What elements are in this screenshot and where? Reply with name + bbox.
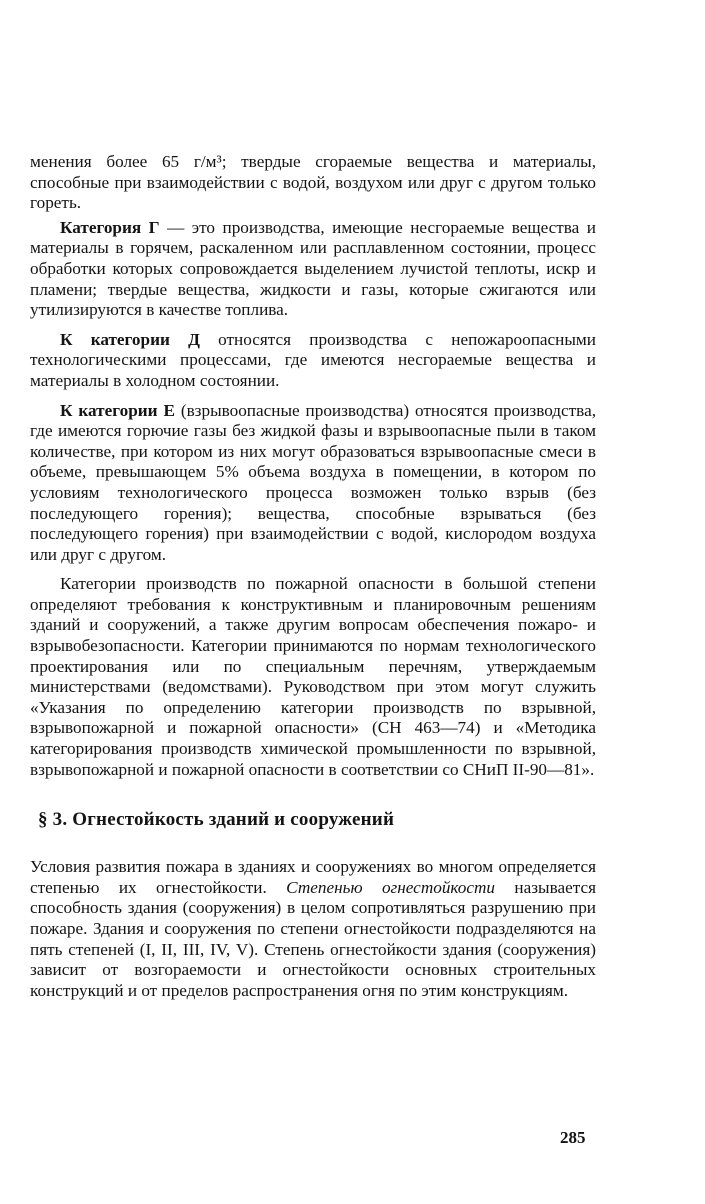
page-number: 285: [560, 1128, 586, 1147]
page-body: [30, 152, 596, 1001]
paragraph-category-g: [30, 218, 596, 321]
category-g-text: — это производства, имеющие несгораемые вещества и материалы в горячем, раскаленном или расплавленном состоянии, процесс обработки которых сопровождается выделением лучистой теплоты, искр и пламени; твердые вещества, жидкости и газы, которые сжигаются или утилизируются в качестве топлива.: [30, 217, 596, 320]
paragraph-category-e: [30, 401, 596, 566]
fire-resistance-intro: Условия развития пожара в зданиях и сооружениях во многом определяется степенью их огнестойкости.: [30, 857, 596, 897]
category-e-label: К категории Е: [60, 400, 175, 420]
paragraph-continuation: менения более 65 г/м³; твердые сгораемые вещества и материалы, способные при взаимодействии с водой, воздухом или друг с другом только гореть.: [30, 152, 596, 213]
fire-resistance-text: называется способность здания (сооружения) в целом сопротивляться разрушению при пожаре. Здания и сооружения по степени огнестойкости подразделяются на пять степеней (I, II, III, IV, V). Степень огнестойкости здания (сооружения) зависит от возгораемости и огнестойкости основных строительных конструкций и от пределов распространения огня по этим конструкциям.: [30, 877, 596, 1000]
category-d-text: относятся производства с непожароопасными технологическими процессами, где имеются несгораемые вещества и материалы в холодном состоянии.: [30, 329, 596, 390]
paragraph-categories-overview: Категории производств по пожарной опасности в большой степени определяют требования к конструктивным и планировочным решениям зданий и сооружений, а также другим вопросам обеспечения пожаро- и взрывобезопасности. Категории принимаются по нормам технологического проектирования или по специальным перечням, утверждаемым министерствами (ведомствами). Руководством при этом могут служить «Указания по определению категории производств по взрывной, взрывопожарной и пожарной опасности» (СН 463—74) и «Методика категорирования производств химической промышленности по взрывной, взрывопожарной и пожарной опасности в соответствии со СНиП II-90—81».: [30, 574, 596, 779]
fire-resistance-term: Степенью огнестойкости: [286, 877, 496, 897]
section-heading: § 3. Огнестойкость зданий и сооружений: [38, 809, 395, 831]
paragraph-fire-resistance: [30, 857, 596, 1001]
category-e-text: (взрывоопасные производства) относятся производства, где имеются горючие газы без жидкой фазы и взрывоопасные пыли в таком количестве, при котором из них могут образоваться взрывоопасные смеси в объеме, превышающем 5% объема воздуха в помещении, в котором по условиям технологического процесса возможен только взрыв (без последующего горения); вещества, способные взрываться (без последующего горения) при взаимодействии с водой, кислородом воздуха или друг с другом.: [30, 400, 596, 564]
category-d-label: К категории Д: [60, 329, 200, 349]
category-g-label: Категория Г: [60, 217, 160, 237]
paragraph-category-d: [30, 330, 596, 392]
